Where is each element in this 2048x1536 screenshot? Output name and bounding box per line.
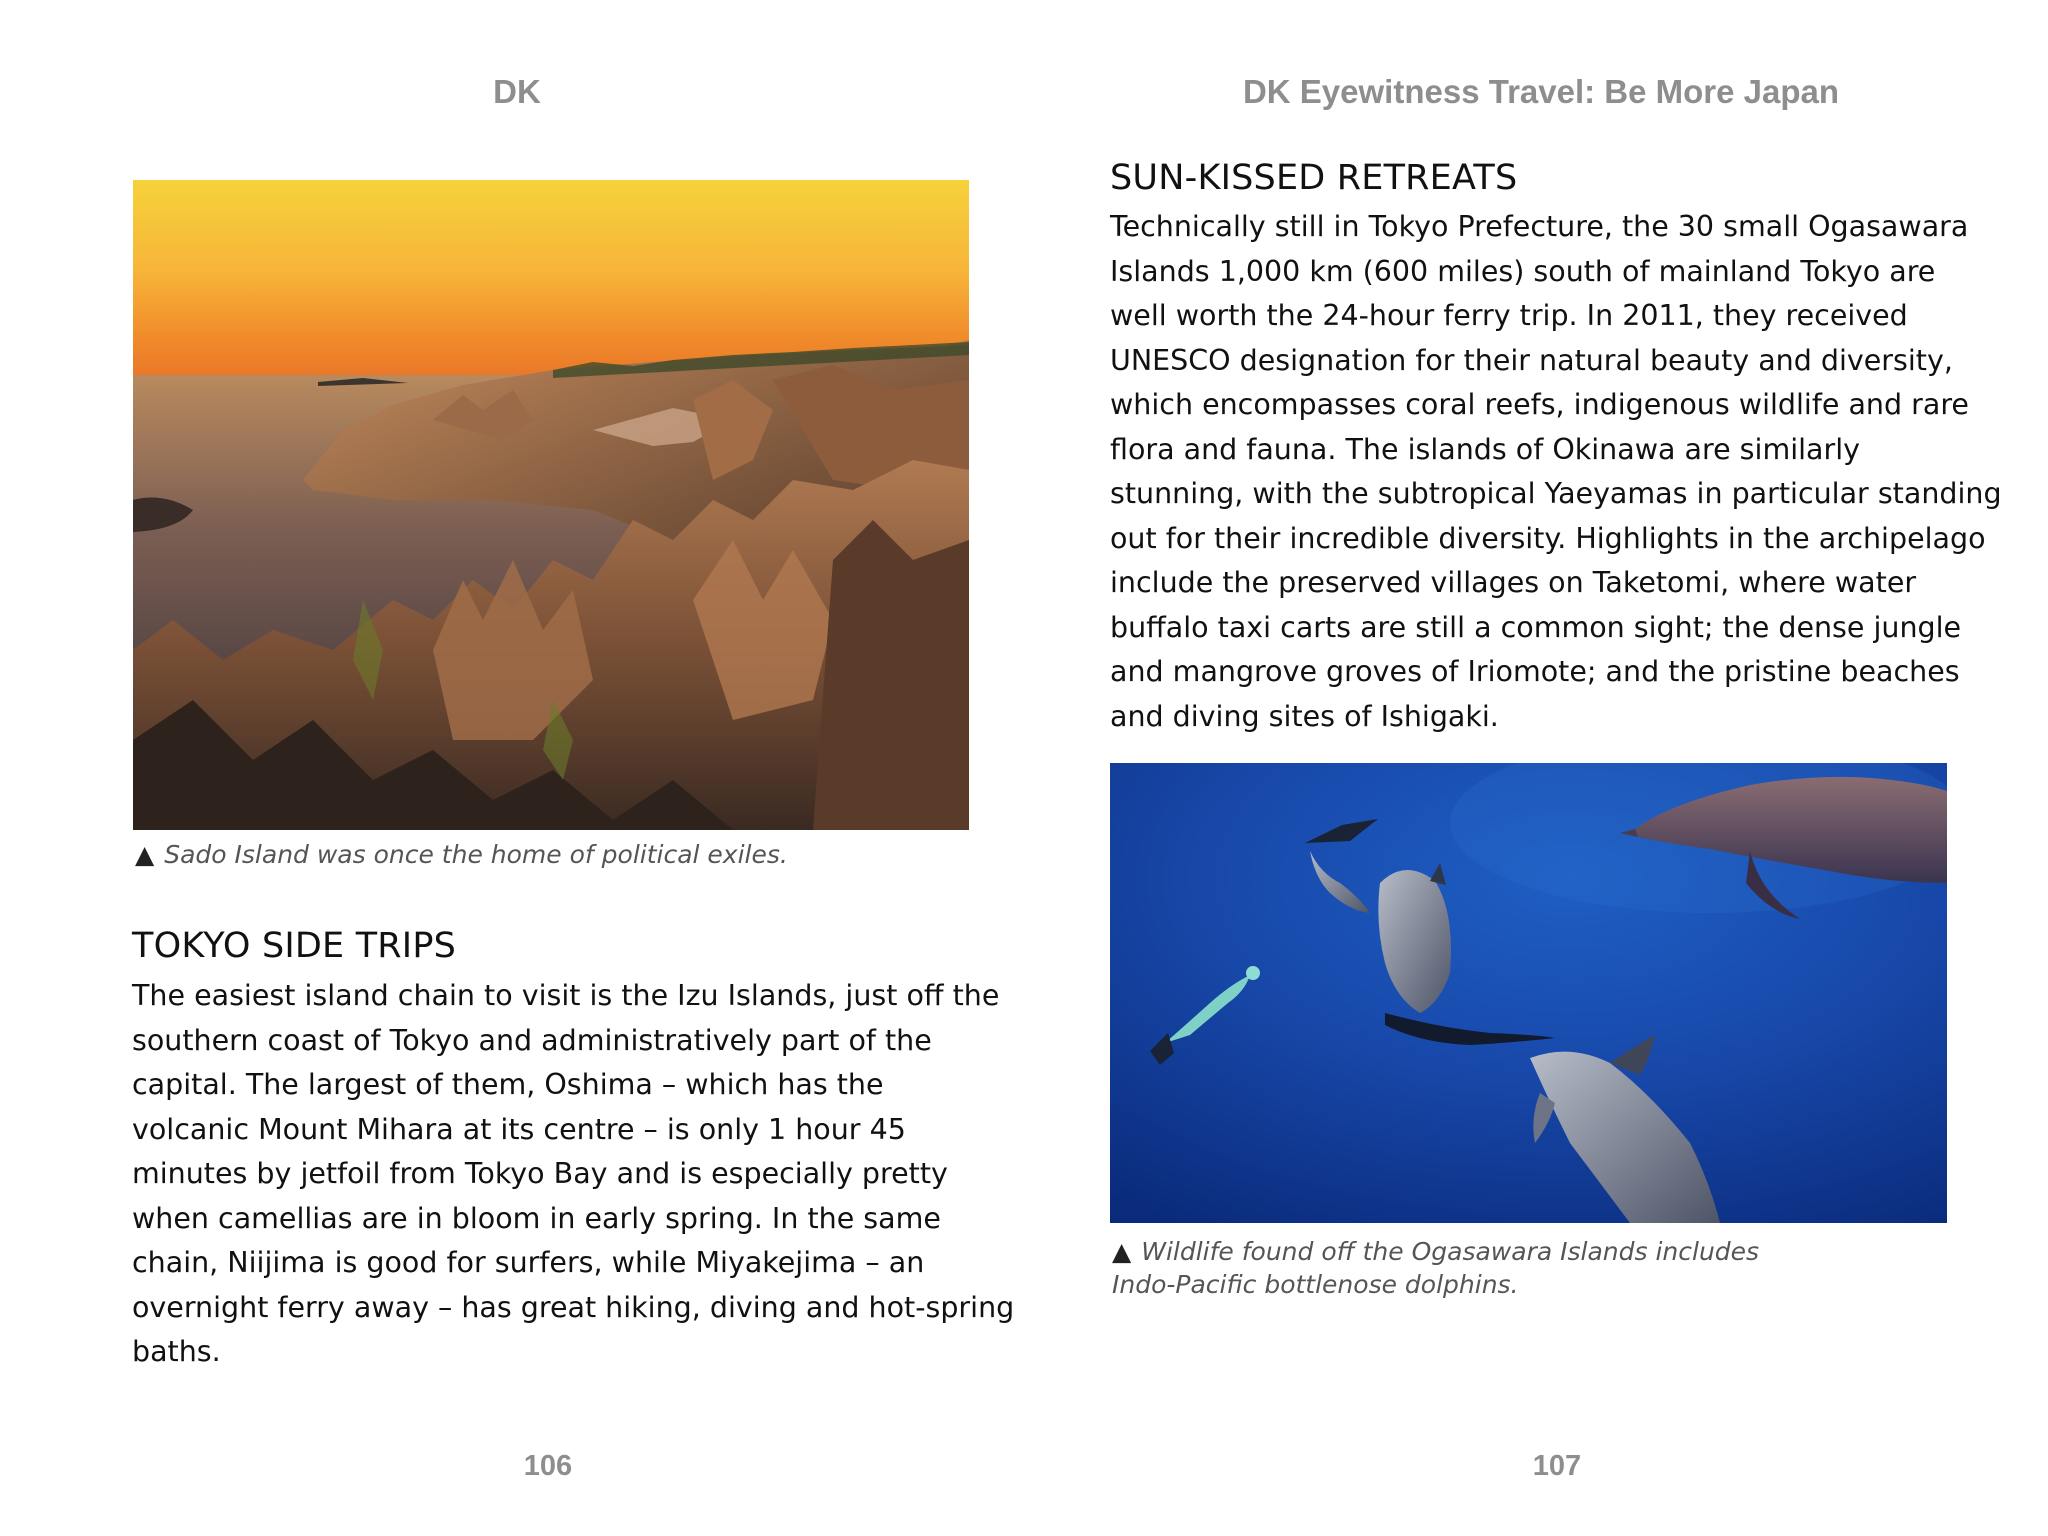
text-line: minutes by jetfoil from Tokyo Bay and is especially pretty: [132, 1157, 948, 1190]
body-text-tokyo-side-trips: [132, 974, 1014, 1375]
body-text-sun-kissed-retreats: [1110, 205, 2002, 739]
page-number-right: 107: [1532, 1450, 1582, 1482]
text-line: and diving sites of Ishigaki.: [1110, 699, 1499, 733]
text-line: include the preserved villages on Taketomi, where water: [1110, 566, 1917, 599]
text-line: southern coast of Tokyo and administratively part of the: [132, 1023, 932, 1057]
caption-text-line-2: Indo-Pacific bottlenose dolphins.: [1112, 1270, 1519, 1299]
caption-triangle-icon: ▲: [135, 840, 155, 869]
sado-island-photo: [133, 180, 969, 830]
text-line: chain, Niijima is good for surfers, while Miyakejima – an: [132, 1246, 925, 1279]
text-line: capital. The largest of them, Oshima – which has the: [132, 1068, 884, 1101]
text-line: The easiest island chain to visit is the Izu Islands, just off the: [132, 979, 1000, 1012]
text-line: UNESCO designation for their natural beauty and diversity,: [1110, 343, 1953, 377]
text-line: when camellias are in bloom in early spring. In the same: [132, 1201, 941, 1235]
caption-text: Sado Island was once the home of political exiles.: [164, 840, 788, 869]
dolphins-caption: [1112, 1235, 2012, 1301]
text-line: and mangrove groves of Iriomote; and the pristine beaches: [1110, 655, 1960, 688]
page-number-left: 106: [523, 1450, 573, 1482]
running-head-book-title: DK Eyewitness Travel: Be More Japan: [1242, 73, 1840, 110]
text-line: which encompasses coral reefs, indigenous wildlife and rare: [1110, 388, 1969, 421]
right-page[interactable]: [1024, 0, 2048, 1536]
dolphins-photo: [1110, 763, 1947, 1223]
text-line: stunning, with the subtropical Yaeyamas in particular standing: [1110, 477, 2002, 510]
running-head-publisher: DK: [493, 73, 541, 110]
text-line: out for their incredible diversity. Highlights in the archipelago: [1110, 521, 1986, 555]
section-heading-sun-kissed-retreats: SUN-KISSED RETREATS: [1110, 158, 1518, 198]
text-line: buffalo taxi carts are still a common sight; the dense jungle: [1110, 610, 1962, 644]
text-line: baths.: [132, 1335, 221, 1368]
section-heading-tokyo-side-trips: TOKYO SIDE TRIPS: [132, 926, 457, 966]
caption-triangle-icon: ▲: [1112, 1237, 1132, 1266]
text-line: overnight ferry away – has great hiking, diving and hot-spring: [132, 1290, 1015, 1324]
text-line: well worth the 24-hour ferry trip. In 2011, they received: [1110, 299, 1908, 332]
sado-island-caption: [135, 838, 975, 871]
caption-text-line-1: Wildlife found off the Ogasawara Islands includes: [1141, 1237, 1760, 1266]
text-line: flora and fauna. The islands of Okinawa are similarly: [1110, 432, 1861, 466]
text-line: volcanic Mount Mihara at its centre – is only 1 hour 45: [132, 1112, 906, 1146]
text-line: Technically still in Tokyo Prefecture, the 30 small Ogasawara: [1110, 210, 1969, 243]
text-line: Islands 1,000 km (600 miles) south of mainland Tokyo are: [1110, 254, 1936, 288]
